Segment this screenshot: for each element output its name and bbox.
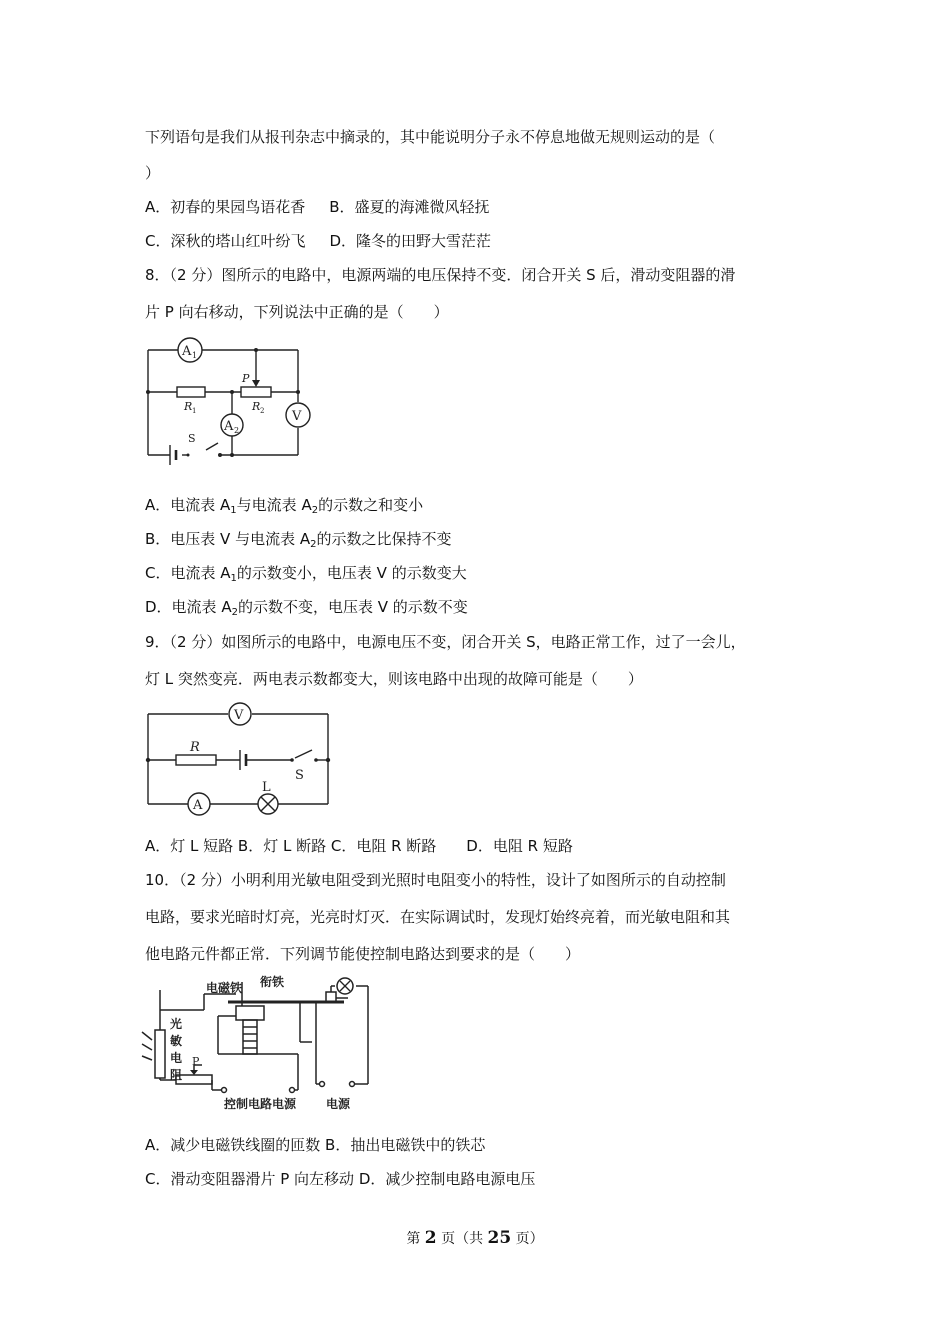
q7-option-b: B．盛夏的海滩微风轻抚 — [329, 198, 490, 216]
q10-label-photo-4: 阻 — [170, 1068, 183, 1082]
q7-option-d: D．隆冬的田野大雪茫茫 — [329, 232, 492, 250]
q10-label-power: 电源 — [326, 1097, 351, 1111]
q8-label-a1-sub: 1 — [192, 351, 198, 360]
q8-label-p: P — [242, 372, 250, 385]
q10-stem-line1: 10．（2 分）小明利用光敏电阻受到光照时电阻变小的特性，设计了如图所示的自动控制 — [145, 871, 726, 889]
page-total: 25 — [487, 1228, 512, 1248]
q10-label-p: P — [192, 1055, 200, 1068]
page-number: 2 — [424, 1228, 437, 1248]
q8-label-r2-sub: 2 — [260, 407, 265, 415]
q10-control-circuit-diagram — [140, 972, 370, 1112]
q7-stem-line2: ） — [145, 164, 161, 182]
q10-label-photo-1: 光 — [170, 1017, 183, 1031]
q8-option-a: A．电流表 $A_1$与电流表 $A_2$的示数之和变小 — [145, 496, 424, 516]
q10-label-control-power: 控制电路电源 — [224, 1097, 297, 1111]
page-footer: 第 2 页（共 25 页） — [406, 1228, 544, 1248]
q8-circuit-diagram — [140, 340, 310, 470]
q8-label-v: V — [292, 409, 302, 424]
q9-label-l: L — [262, 780, 271, 795]
q10-options-row1: A．减少电磁铁线圈的匝数 B．抽出电磁铁中的铁芯 — [145, 1136, 486, 1154]
q7-options-row1 — [145, 197, 490, 217]
q9-stem-line2: 灯 L 突然变亮．两电表示数都变大，则该电路中出现的故障可能是（ ） — [145, 670, 643, 688]
q8-label-r1: R — [184, 400, 193, 413]
q10-stem-line2: 电路，要求光暗时灯亮，光亮时灯灭．在实际调试时，发现灯始终亮着，而光敏电阻和其 — [145, 908, 731, 926]
q8-option-b: B．电压表 V 与电流表 $A_2$的示数之比保持不变 — [145, 530, 452, 550]
q9-label-r: R — [190, 740, 200, 755]
q10-label-electromagnet: 电磁铁 — [206, 981, 243, 995]
q8-option-d: D．电流表 $A_2$的示数不变，电压表 V 的示数不变 — [145, 598, 468, 618]
q9-label-s: S — [295, 768, 304, 783]
q8-label-s: S — [188, 432, 196, 445]
q10-label-photo-2: 敏 — [170, 1034, 183, 1048]
q7-options-row2 — [145, 231, 491, 251]
q8-label-a2-sub: 2 — [234, 426, 240, 435]
q9-stem-line1: 9．（2 分）如图所示的电路中，电源电压不变，闭合开关 S，电路正常工作，过了一会儿， — [145, 633, 746, 651]
q8-option-c: C．电流表 $A_1$的示数变小，电压表 V 的示数变大 — [145, 564, 467, 584]
q8-label-a2: A — [224, 419, 234, 434]
q8-label-r1-sub: 1 — [192, 407, 197, 415]
q9-options: A．灯 L 短路 B．灯 L 断路 C．电阻 R 断路 D．电阻 R 短路 — [145, 837, 573, 855]
q10-label-photo-3: 电 — [170, 1051, 183, 1065]
q7-stem-line1: 下列语句是我们从报刊杂志中摘录的，其中能说明分子永不停息地做无规则运动的是（ — [145, 128, 716, 146]
q9-circuit-diagram — [140, 700, 335, 813]
q9-label-a: A — [193, 798, 203, 813]
q8-label-r2: R — [252, 400, 261, 413]
q10-options-row2: C．滑动变阻器滑片 P 向左移动 D．减少控制电路电源电压 — [145, 1170, 536, 1188]
q9-label-v: V — [234, 708, 244, 723]
q7-option-c: C．深秋的塔山红叶纷飞 — [145, 232, 306, 250]
q8-stem-line1: 8．（2 分）图所示的电路中，电源两端的电压保持不变．闭合开关 S 后，滑动变阻器的滑 — [145, 266, 736, 284]
q8-stem-line2: 片 P 向右移动，下列说法中正确的是（ ） — [145, 303, 449, 321]
q10-label-armature: 衔铁 — [260, 975, 285, 989]
q10-stem-line3: 他电路元件都正常．下列调节能使控制电路达到要求的是（ ） — [145, 945, 581, 963]
q7-option-a: A．初春的果园鸟语花香 — [145, 198, 306, 216]
q8-label-a1: A — [182, 344, 192, 359]
